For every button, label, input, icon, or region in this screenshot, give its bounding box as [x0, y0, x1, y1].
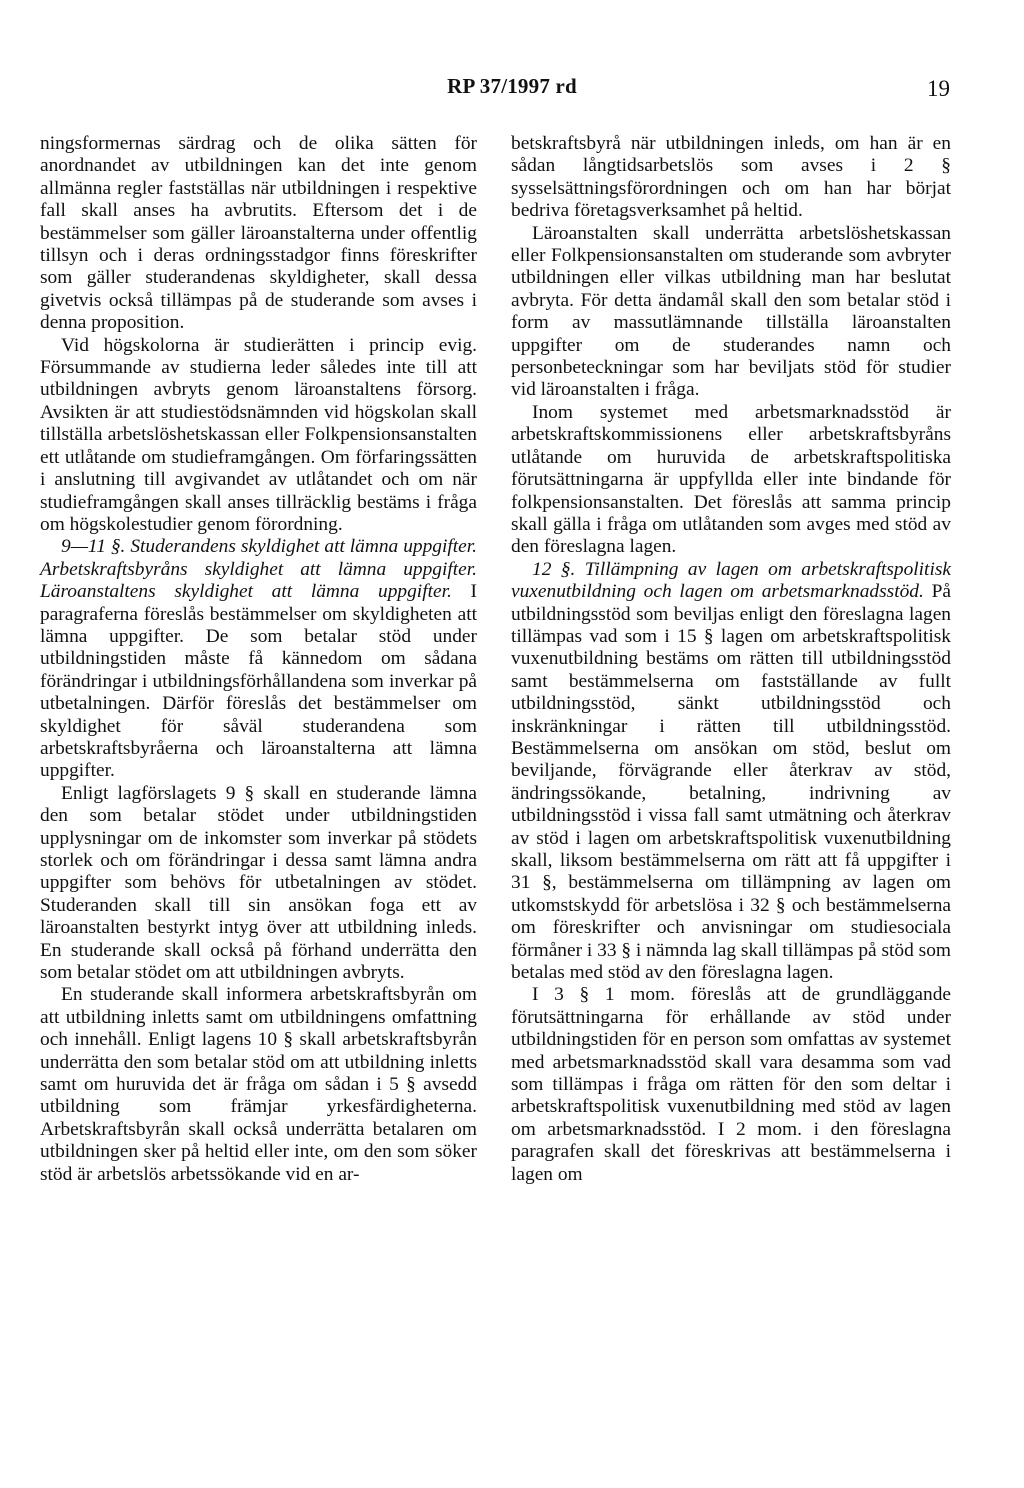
- right-column: [511, 133, 951, 1186]
- left-column: [40, 133, 477, 1186]
- paragraph: betskraftsbyrå när utbildningen inleds, om han är en sådan långtidsarbetslös som avses i 2 § sysselsättningsförordningen och om han har börjat bedriva företagsverksamhet på heltid.: [511, 133, 951, 222]
- section-body: På utbildningsstöd som beviljas enligt den föreslagna lagen tillämpas vad som i 15 § lagen om arbetskraftspolitisk vuxenutbildning bestäms om rätten till utbildningsstöd samt bestämmelserna om fastställande av fullt utbildningsstöd, sänkt utbildningsstöd och inskränkningar i rätten till utbildningsstöd. Bestämmelserna om ansökan om stöd, beslut om beviljande, förvägrande eller återkrav av stöd, ändringssökande, betalning, indrivning av utbildningsstöd i vissa fall samt utmätning och återkrav av stöd i lagen om arbetskraftspolitisk vuxenutbildning skall, liksom bestämmelserna om rätt att få uppgifter i 31 §, bestämmelserna om tillämpning av lagen om utkomstskydd för arbetslösa i 32 § och bestämmelserna om föreskrifter och anvisningar om studiesociala förmåner i 33 § i nämnda lag skall tillämpas på stöd som betalas med stöd av den föreslagna lagen.: [511, 581, 951, 984]
- paragraph: ningsformernas särdrag och de olika sätten för anordnandet av utbildningen kan det inte genom allmänna regler fastställas när utbildningen i respektive fall skall anses ha avbrutits. Eftersom det i de bestämmelser som gäller läroanstalterna under offentlig tillsyn och i deras ordningsstadgor finns föreskrifter som gäller studerandenas skyldigheter, skall dessa givetvis också tillämpas på de studerande som avses i denna proposition.: [40, 133, 477, 334]
- paragraph: Enligt lagförslagets 9 § skall en studerande lämna den som betalar stödet under utbildningstiden upplysningar om de inkomster som inverkar på stödets storlek och om förändringar i dessa samt lämna andra uppgifter som behövs för utbetalningen av stödet. Studeranden skall till sin ansökan foga ett av läroanstalten bestyrkt intyg över att utbildning inleds. En studerande skall också på förhand underrätta den som betalar stödet om att utbildningen avbryts.: [40, 782, 477, 984]
- section-paragraph: [511, 559, 951, 985]
- paragraph: Inom systemet med arbetsmarknadsstöd är arbetskraftskommissionens eller arbetskraftsbyråns utlåtande om huruvida de arbetskraftspolitiska förutsättningarna är uppfyllda eller inte bindande för folkpensionsanstalten. Det föreslås att samma princip skall gälla i fråga om utlåtanden som avges med stöd av den föreslagna lagen.: [511, 401, 951, 558]
- paragraph: Vid högskolorna är studierätten i princip evig. Försummande av studierna leder således inte till att utbildningen avbryts genom läroanstaltens försorg. Avsikten är att studiestödsnämnden vid högskolan skall tillställa arbetslöshetskassan eller Folkpensionsanstalten ett utlåtande om studieframgången. Om förfaringssätten i anslutning till avgivandet av utlåtandet och om när studieframgången skall anses tillräcklig bestäms i fråga om högskolestudier genom förordning.: [40, 334, 477, 535]
- paragraph: Läroanstalten skall underrätta arbetslöshetskassan eller Folkpensionsanstalten om studerande som avbryter utbildningen eller vilkas utbildning man har beslutat avbryta. För detta ändamål skall den som betalar stöd i form av massutlämnande tillställa läroanstalten uppgifter om de studerandes namn och personbeteckningar som har beviljats stöd för studier vid läroanstalten i fråga.: [511, 222, 951, 401]
- section-paragraph: [40, 536, 477, 782]
- section-body: I paragraferna föreslås bestämmelser om skyldigheten att lämna uppgifter. De som betalar stöd under utbildningstiden måste få kännedom om sådana förändringar i utbildningsförhållandena som inverkar på utbetalningen. Därför föreslås det bestämmelser om skyldighet för såväl studerandena som arbetskraftsbyråerna och läroanstalterna att lämna uppgifter.: [40, 581, 477, 782]
- paragraph: En studerande skall informera arbetskraftsbyrån om att utbildning inletts samt om utbildningens omfattning och innehåll. Enligt lagens 10 § skall arbetskraftsbyrån underrätta den som betalar stöd om att utbildning inletts samt om huruvida det är fråga om sådan i 5 § avsedd utbildning som främjar yrkesfärdigheterna. Arbetskraftsbyrån skall också underrätta betalaren om utbildningen sker på heltid eller inte, om den som söker stöd är arbetslös arbetssökande vid en ar-: [40, 984, 477, 1185]
- section-heading: 12 §. Tillämpning av lagen om arbetskraftspolitisk vuxenutbildning och lagen om arbetsmarknadsstöd.: [511, 558, 951, 603]
- page-number: 19: [927, 76, 950, 101]
- page-header: [0, 74, 1024, 110]
- running-head: RP 37/1997 rd: [447, 74, 577, 98]
- section-heading: 9—11 §. Studerandens skyldighet att lämna uppgifter. Arbetskraftsbyråns skyldighet att lämna uppgifter. Läroanstaltens skyldighet att lämna uppgifter.: [40, 536, 477, 603]
- paragraph: I 3 § 1 mom. föreslås att de grundläggande förutsättningarna för erhållande av stöd under utbildningstiden för en person som omfattas av systemet med arbetsmarknadsstöd skall vara desamma som vad som tillämpas i fråga om rätten för den som deltar i arbetskraftspolitisk vuxenutbildning med stöd av lagen om arbetsmarknadsstöd. I 2 mom. i den föreslagna paragrafen skall det föreskrivas att bestämmelserna i lagen om: [511, 984, 951, 1185]
